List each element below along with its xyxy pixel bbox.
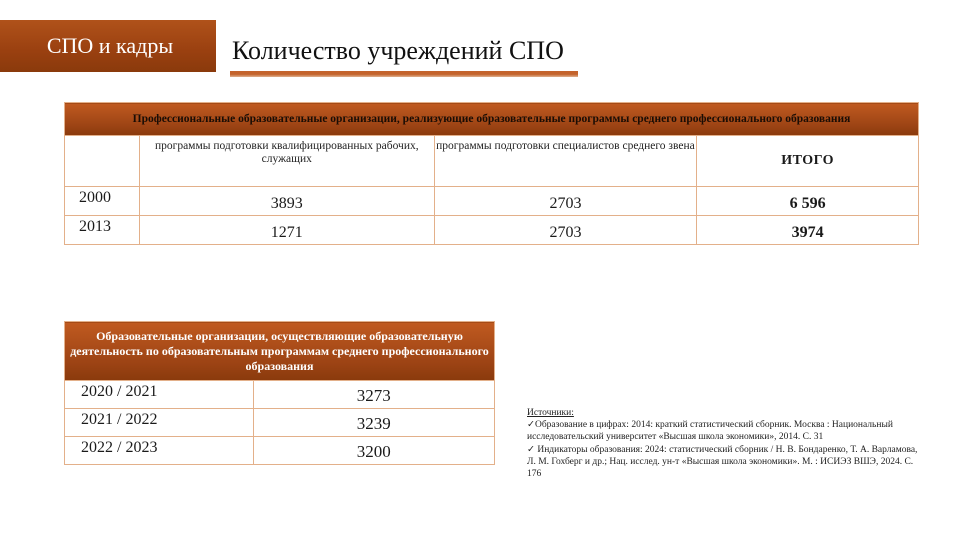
cell-workers: 3893 [139, 187, 434, 216]
row-academic-year: 2020 / 2021 [65, 381, 254, 409]
row-year: 2013 [65, 216, 140, 245]
table1-caption: Профессиональные образовательные организации, реализующие образовательные программы среднего профессионального образования [65, 103, 919, 136]
title-underline [230, 71, 578, 77]
table-row [65, 437, 495, 465]
cell-specialists: 2703 [434, 216, 697, 245]
source-item: ✓Образование в цифрах: 2014: краткий статистический сборник. Москва : Национальный исследовательский университет «Высшая школа экономики», 2014. С. 31 [527, 420, 893, 443]
table-row [65, 381, 495, 409]
cell-count: 3200 [253, 437, 494, 465]
table1-col-total: ИТОГО [697, 136, 919, 187]
table1-col-specialists: программы подготовки специалистов среднего звена [434, 136, 697, 187]
table1-corner-cell [65, 136, 140, 187]
row-year: 2000 [65, 187, 140, 216]
row-academic-year: 2022 / 2023 [65, 437, 254, 465]
cell-count: 3239 [253, 409, 494, 437]
cell-total: 6 596 [697, 187, 919, 216]
institutions-table-2000-2013 [64, 102, 919, 245]
source-item: ✓ Индикаторы образования: 2024: статистический сборник / Н. В. Бондаренко, Т. А. Варламова, Л. М. Гохберг и др.; Нац. исслед. ун-т «Высшая школа экономики». М. : ИСИЭЗ ВШЭ, 2024. С. 176 [527, 444, 918, 480]
sources-block [527, 407, 927, 480]
table-row [65, 216, 919, 245]
table2-caption: Образовательные организации, осуществляющие образовательную деятельность по образовательным программам среднего профессионального образования [65, 322, 495, 381]
table1-col-workers: программы подготовки квалифицированных рабочих, служащих [139, 136, 434, 187]
page-title: Количество учреждений СПО [232, 36, 564, 65]
cell-count: 3273 [253, 381, 494, 409]
section-tab: СПО и кадры [0, 20, 216, 72]
cell-workers: 1271 [139, 216, 434, 245]
row-academic-year: 2021 / 2022 [65, 409, 254, 437]
table-row [65, 409, 495, 437]
cell-total: 3974 [697, 216, 919, 245]
sources-heading: Источники: [527, 408, 574, 418]
cell-specialists: 2703 [434, 187, 697, 216]
table-row [65, 187, 919, 216]
institutions-table-2020-2023 [64, 321, 495, 465]
